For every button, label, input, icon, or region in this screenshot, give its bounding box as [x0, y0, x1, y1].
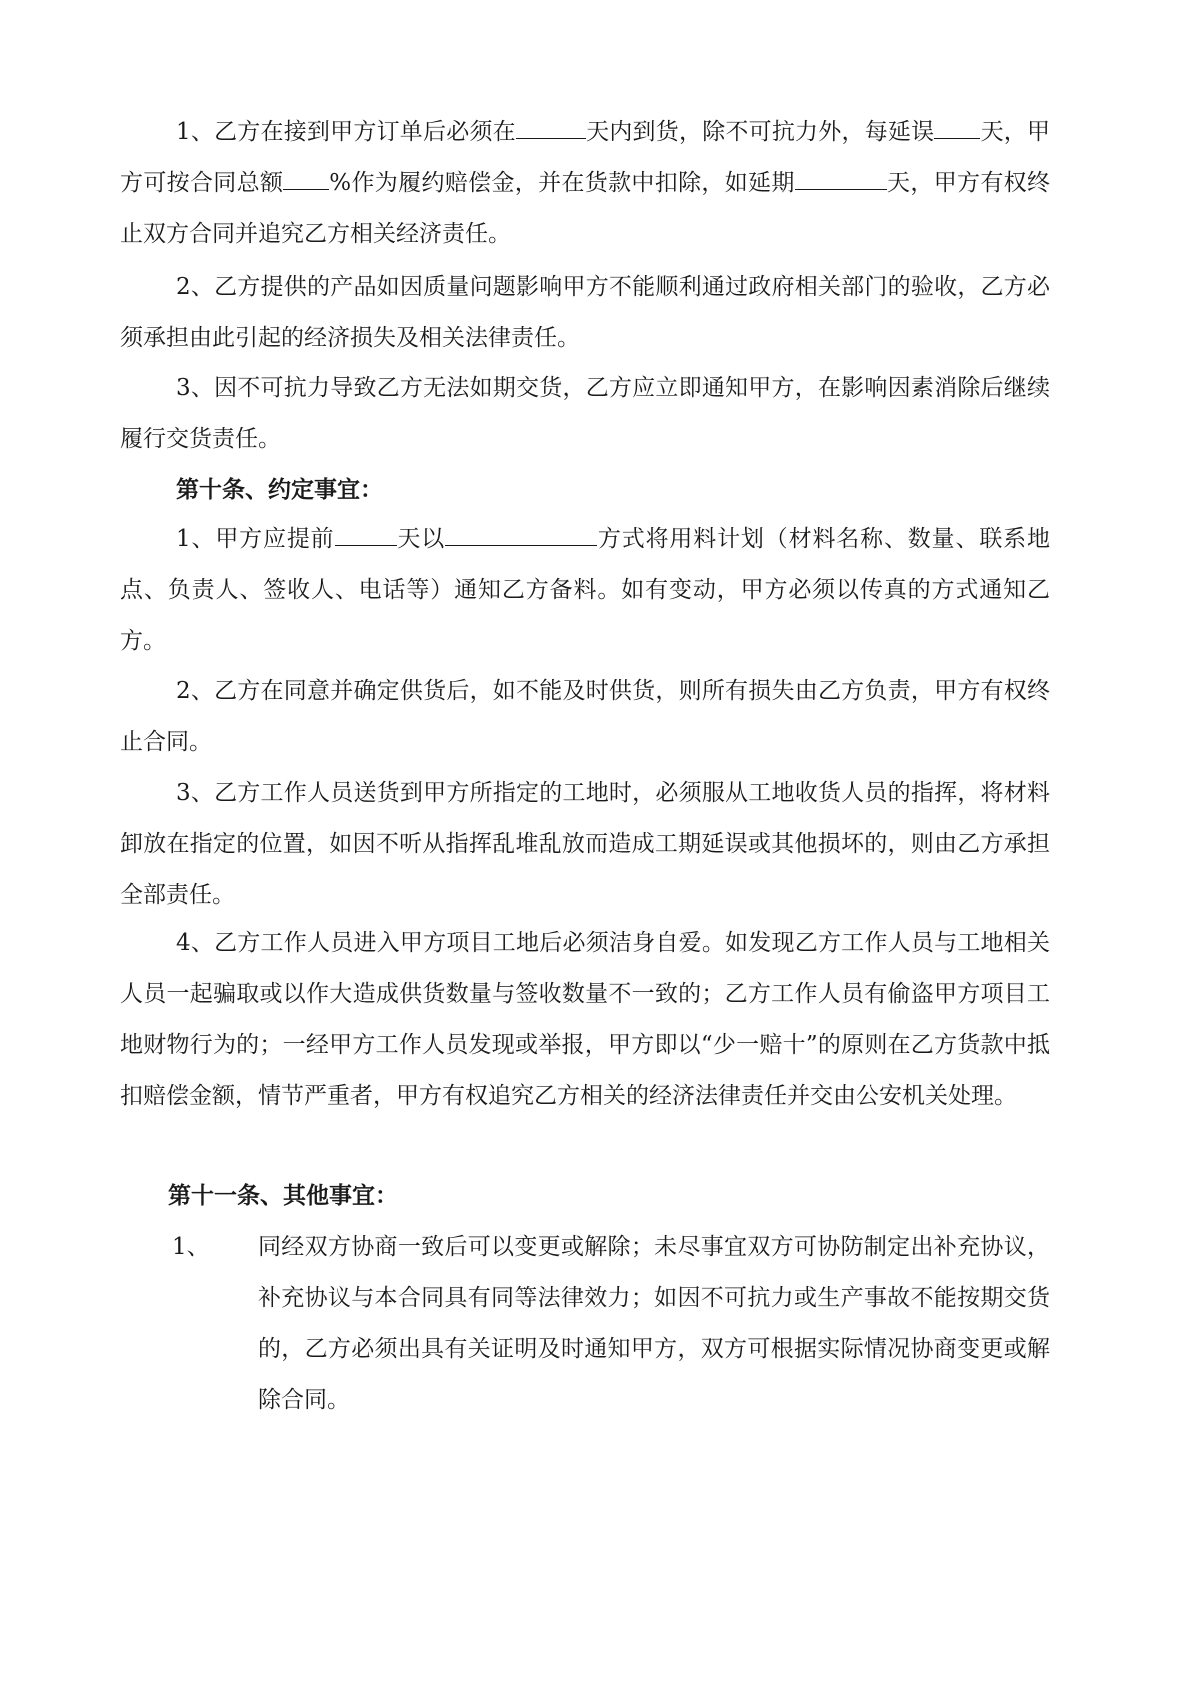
article-11-item-1: 同经双方协商一致后可以变更或解除；未尽事宜双方可协防制定出补充协议，补充协议与本合同具有同等法律效力；如因不可抗力或生产事故不能按期交货的，乙方必须出具有关证明及时通知甲方，双方可根据实际情况协商变更或解除合同。 [258, 1234, 1050, 1413]
article-10-heading: 第十条、约定事宜： [176, 476, 383, 503]
blank-days-delay [934, 114, 980, 139]
blank-percent [283, 165, 329, 190]
clause-text: 天，甲方可按合同总额 [120, 119, 1051, 196]
article-11-heading: 第十一条、其他事宜： [168, 1182, 398, 1209]
delivery-clause-2: 2、乙方提供的产品如因质量问题影响甲方不能顺利通过政府相关部门的验收，乙方必须承担由此引起的经济损失及相关法律责任。 [120, 274, 1050, 351]
article-10-clause-1 [120, 514, 1050, 667]
article-10-clause-3: 3、乙方工作人员送货到甲方所指定的工地时，必须服从工地收货人员的指挥，将材料卸放在指定的位置，如因不听从指挥乱堆乱放而造成工期延误或其他损坏的，则由乙方承担全部责任。 [120, 780, 1050, 908]
clause-text: 天，甲方有权终止双方合同并追究乙方相关经济责任。 [120, 170, 1051, 247]
delivery-clause-1 [120, 107, 1050, 260]
blank-days-extension [795, 165, 887, 190]
blank-days-delivery [516, 114, 586, 139]
blank-method [445, 521, 597, 546]
delivery-clause-3: 3、因不可抗力导致乙方无法如期交货，乙方应立即通知甲方，在影响因素消除后继续履行交货责任。 [120, 375, 1050, 452]
clause-text: 天内到货，除不可抗力外，每延误 [585, 119, 935, 145]
clause-text: 1、乙方在接到甲方订单后必须在 [176, 119, 516, 145]
article-10-clause-4: 4、乙方工作人员进入甲方项目工地后必须洁身自爱。如发现乙方工作人员与工地相关人员一起骗取或以作大造成供货数量与签收数量不一致的；乙方工作人员有偷盗甲方项目工地财物行为的；一经甲方工作人员发现或举报，甲方即以“少一赔十”的原则在乙方货款中抵扣赔偿金额，情节严重者，甲方有权追究乙方相关的经济法律责任并交由公安机关处理。 [120, 930, 1050, 1109]
clause-text: 方式将用料计划（材料名称、数量、联系地点、负责人、签收人、电话等）通知乙方备料。如有变动，甲方必须以传真的方式通知乙方。 [120, 526, 1051, 654]
clause-text: %作为履约赔偿金，并在货款中扣除，如延期 [329, 170, 795, 196]
clause-text: 天以 [396, 526, 446, 552]
article-10-clause-2: 2、乙方在同意并确定供货后，如不能及时供货，则所有损失由乙方负责，甲方有权终止合同。 [120, 678, 1050, 755]
blank-days-notice [335, 521, 397, 546]
clause-text: 1、甲方应提前 [176, 526, 335, 552]
article-11-item-number: 1、 [172, 1234, 210, 1260]
